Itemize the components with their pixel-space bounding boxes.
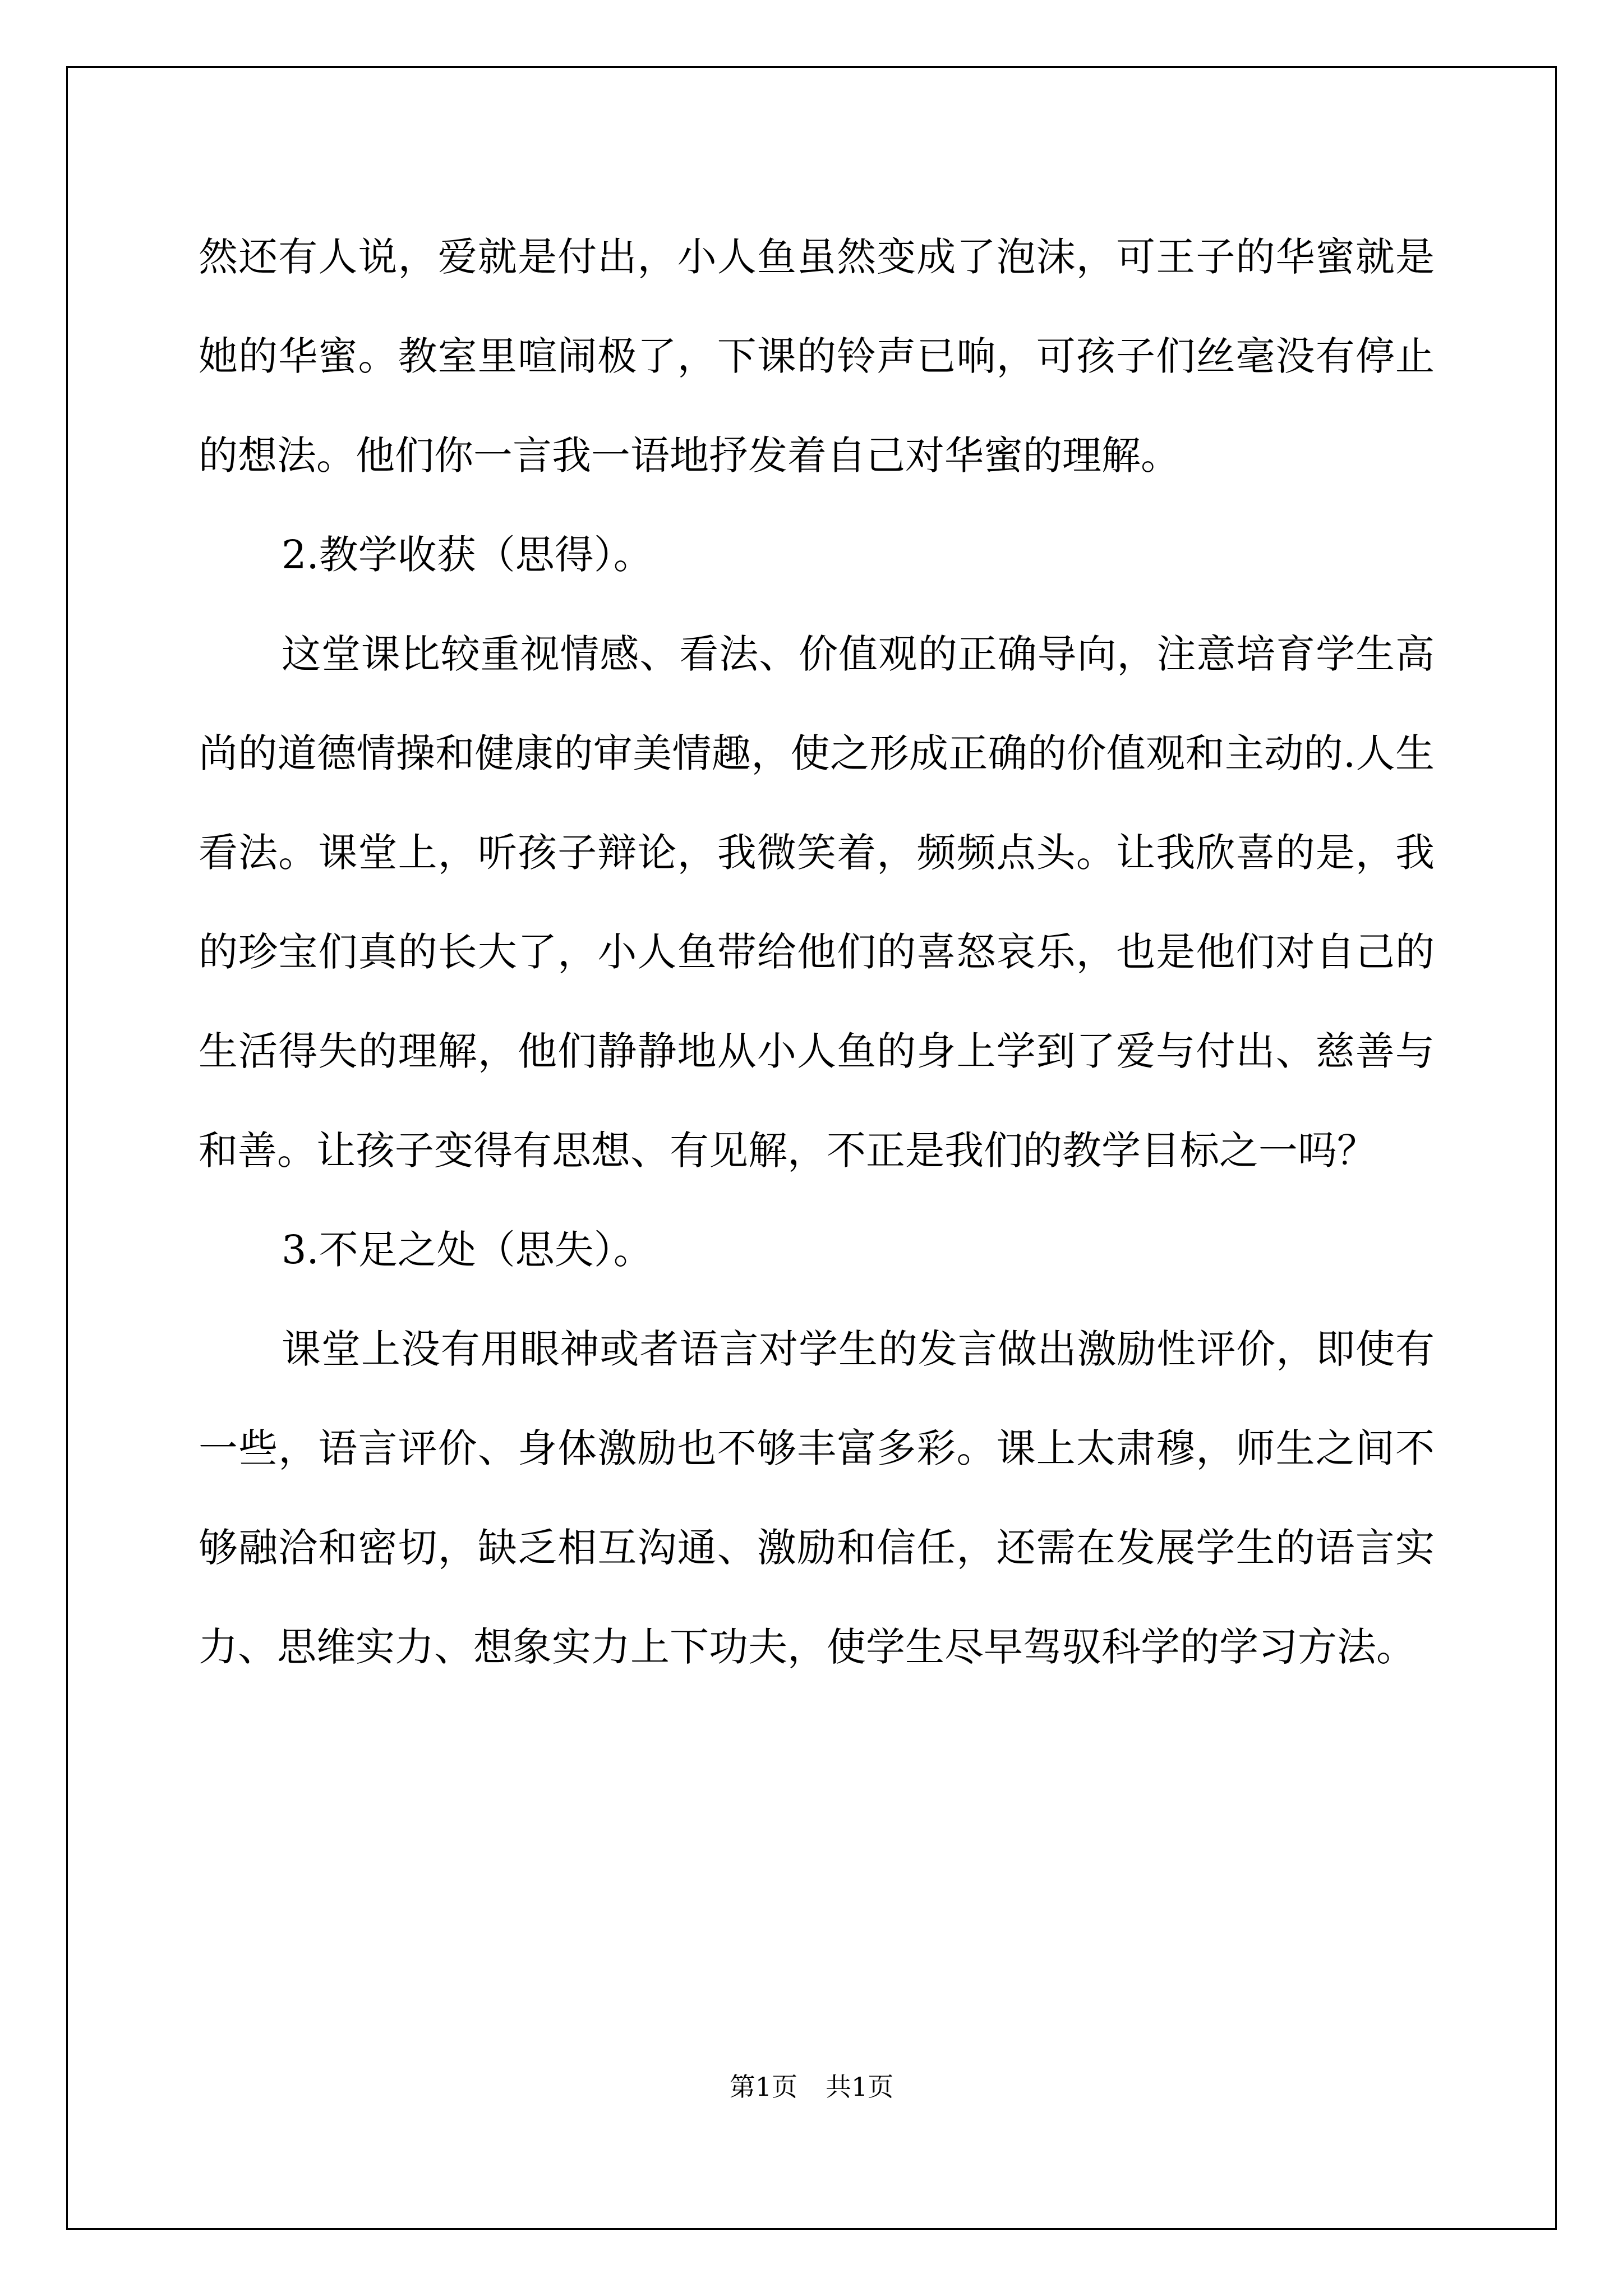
heading-shortcomings: 3.不足之处（思失）。 bbox=[282, 1227, 653, 1273]
paragraph-teaching-gains: 这堂课比较重视情感、看法、价值观的正确导向，注意培育学生高尚的道德情操和健康的审美情趣，使之形成正确的价值观和主动的.人生看法。课堂上，听孩子辩论，我微笑着，频频点头。让我欣喜的是，我的珍宝们真的长大了，小人鱼带给他们的喜怒哀乐，也是他们对自己的生活得失的理解，他们静静地从小人鱼的身上学到了爱与付出、慈善与和善。让孩子变得有思想、有见解，不正是我们的教学目标之一吗？ bbox=[199, 631, 1435, 1174]
paragraph-intro: 然还有人说，爱就是付出，小人鱼虽然变成了泡沫，可王子的华蜜就是她的华蜜。教室里喧闹极了，下课的铃声已响，可孩子们丝毫没有停止的想法。他们你一言我一语地抒发着自己对华蜜的理解。 bbox=[199, 234, 1435, 478]
document-body bbox=[199, 208, 1435, 1697]
current-page-label: 第1页 bbox=[729, 2072, 797, 2102]
heading-teaching-gains: 2.教学收获（思得）。 bbox=[282, 532, 653, 578]
page-footer bbox=[0, 2070, 1623, 2104]
total-pages-label: 共1页 bbox=[826, 2072, 894, 2102]
paragraph-shortcomings: 课堂上没有用眼神或者语言对学生的发言做出激励性评价，即使有一些，语言评价、身体激励也不够丰富多彩。课上太肃穆，师生之间不够融洽和密切，缺乏相互沟通、激励和信任，还需在发展学生的语言实力、思维实力、想象实力上下功夫，使学生尽早驾驭科学的学习方法。 bbox=[199, 1326, 1435, 1670]
